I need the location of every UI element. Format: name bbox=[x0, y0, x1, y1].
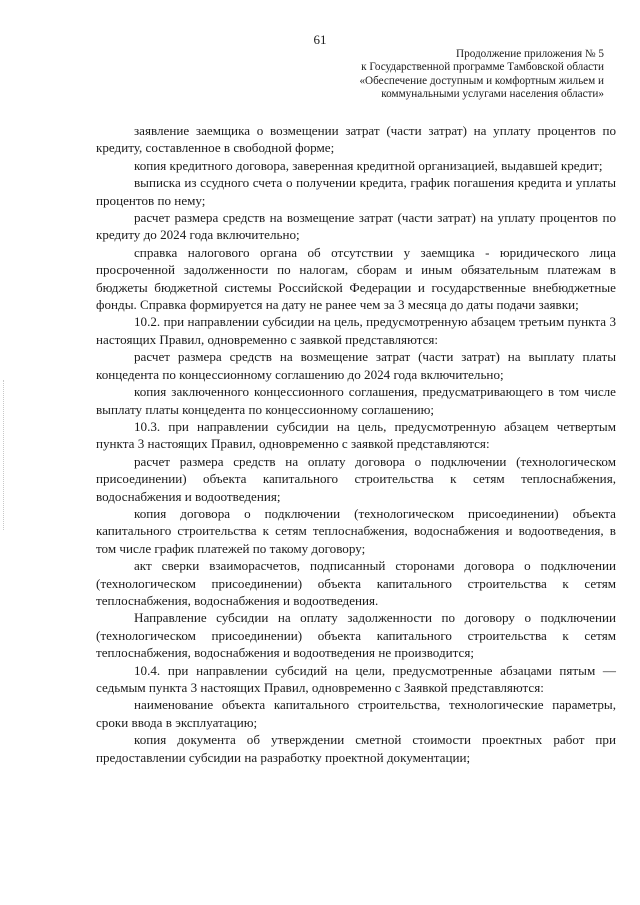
paragraph: 10.4. при направлении субсидий на цели, предусмотренные абзацами пятым — седьмым пункта 3 настоящих Правил, одновременно с Заявкой представляются: bbox=[96, 662, 616, 695]
scan-edge-mark bbox=[3, 380, 10, 530]
paragraph: копия кредитного договора, заверенная кредитной организацией, выдавшей кредит; bbox=[134, 157, 603, 173]
paragraph: расчет размера средств на возмещение затрат (части затрат) на выплату платы концедента по концессионному соглашению до 2024 года включительно; bbox=[96, 349, 616, 382]
header-line: Продолжение приложения № 5 bbox=[456, 48, 604, 60]
paragraph: выписка из ссудного счета о получении кредита, график погашения кредита и уплаты процентов по нему; bbox=[96, 175, 616, 208]
page-number: 61 bbox=[313, 32, 327, 47]
paragraph: копия документа об утверждении сметной стоимости проектных работ при предоставлении субсидии на разработку проектной документации; bbox=[96, 732, 616, 765]
header-line: к Государственной программе Тамбовской области bbox=[361, 61, 604, 74]
paragraph: заявление заемщика о возмещении затрат (части затрат) на уплату процентов по кредиту, составленное в свободной форме; bbox=[96, 123, 616, 156]
paragraph: справка налогового органа об отсутствии у заемщика - юридического лица просроченной задолженности по налогам, сборам и иным обязательным платежам в бюджеты бюджетной системы Российской Федерации и государственные внебюджетные фонды. Справка формируется на дату не ранее чем за 3 месяца до даты подачи заявки; bbox=[96, 244, 616, 313]
paragraph: копия заключенного концессионного соглашения, предусматривающего в том числе выплату платы концедента по концессионному соглашению; bbox=[96, 384, 616, 417]
paragraph: 10.3. при направлении субсидии на цель, предусмотренную абзацем четвертым пункта 3 настоящих Правил, одновременно с заявкой представляются: bbox=[96, 418, 616, 452]
header-line: «Обеспечение доступным и комфортным жильем и bbox=[359, 74, 604, 87]
header-line: коммунальными услугами населения области» bbox=[381, 88, 604, 101]
document-body bbox=[96, 122, 616, 766]
appendix-header bbox=[304, 48, 604, 102]
paragraph: наименование объекта капитального строительства, технологические параметры, сроки ввода в эксплуатацию; bbox=[96, 697, 616, 730]
paragraph: расчет размера средств на возмещение затрат (части затрат) на уплату процентов по кредиту до 2024 года включительно; bbox=[96, 210, 616, 243]
paragraph: расчет размера средств на оплату договора о подключении (технологическом присоединении) объекта капитального строительства к сетям теплоснабжения, водоснабжения и водоотведения; bbox=[96, 453, 616, 504]
paragraph: Направление субсидии на оплату задолженности по договору о подключении (технологическом присоединении) объекта капитального строительства к сетям теплоснабжения, водоснабжения и водоотведения не производится; bbox=[96, 610, 616, 661]
paragraph: копия договора о подключении (технологическом присоединении) объекта капитального строительства к сетям теплоснабжения, водоснабжения и водоотведения, в том числе график платежей по такому договору; bbox=[96, 505, 616, 556]
paragraph: 10.2. при направлении субсидии на цель, предусмотренную абзацем третьим пункта 3 настоящих Правил, одновременно с заявкой представляются: bbox=[96, 314, 616, 347]
paragraph: акт сверки взаиморасчетов, подписанный сторонами договора о подключении (технологическом присоединении) объекта капитального строительства к сетям теплоснабжения, водоснабжения и водоотведения. bbox=[96, 558, 616, 608]
